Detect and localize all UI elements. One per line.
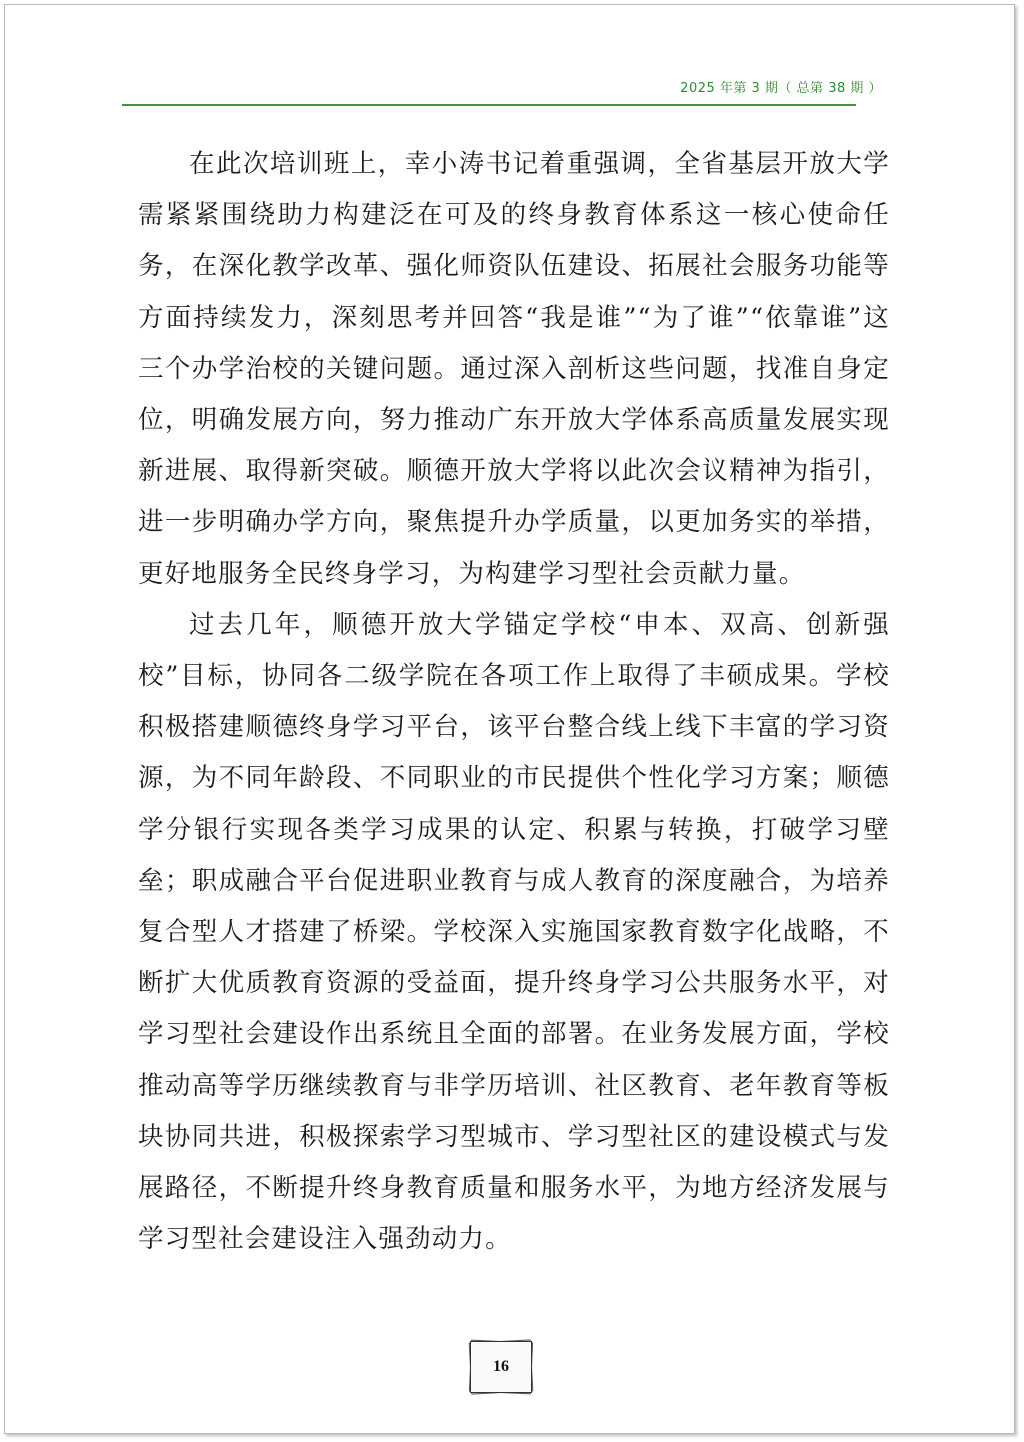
page-number-box	[470, 1341, 532, 1393]
paragraph: 过去几年，顺德开放大学锚定学校“申本、双高、创新强校”目标，协同各二级学院在各项工作上取得了丰硕成果。学校积极搭建顺德终身学习平台，该平台整合线上线下丰富的学习资源，为不同年龄段、不同职业的市民提供个性化学习方案；顺德学分银行实现各类学习成果的认定、积累与转换，打破学习壁垒；职成融合平台促进职业教育与成人教育的深度融合，为培养复合型人才搭建了桥梁。学校深入实施国家教育数字化战略，不断扩大优质教育资源的受益面，提升终身学习公共服务水平，对学习型社会建设作出系统且全面的部署。在业务发展方面，学校推动高等学历继续教育与非学历培训、社区教育、老年教育等板块协同共进，积极探索学习型城市、学习型社区的建设模式与发展路径，不断提升终身教育质量和服务水平，为地方经济发展与学习型社会建设注入强劲动力。	[138, 609, 890, 1255]
article-body	[138, 139, 890, 1265]
paragraph: 在此次培训班上，幸小涛书记着重强调，全省基层开放大学需紧紧围绕助力构建泛在可及的终身教育体系这一核心使命任务，在深化教学改革、强化师资队伍建设、拓展社会服务功能等方面持续发力，深刻思考并回答“我是谁”“为了谁”“依靠谁”这三个办学治校的关键问题。通过深入剖析这些问题，找准自身定位，明确发展方向，努力推动广东开放大学体系高质量发展实现新进展、取得新突破。顺德开放大学将以此次会议精神为指引，进一步明确办学方向，聚焦提升办学质量，以更加务实的举措，更好地服务全民终身学习，为构建学习型社会贡献力量。	[138, 149, 890, 589]
issue-header: 2025 年第 3 期（ 总第 38 期 ）	[680, 81, 882, 96]
page-number: 16	[493, 1358, 509, 1375]
header-rule	[122, 104, 856, 106]
